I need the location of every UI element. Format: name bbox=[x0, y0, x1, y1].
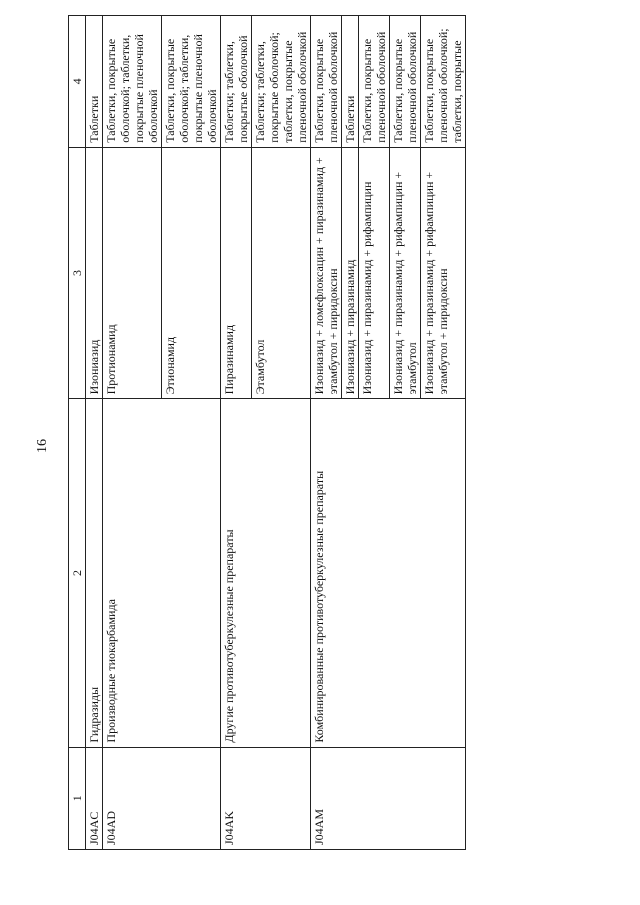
table-row bbox=[103, 16, 162, 850]
form-cell: Таблетки, покрытые пленочной оболочкой bbox=[311, 16, 342, 148]
group-cell: Комбинированные противотуберкулезные препараты bbox=[311, 399, 466, 747]
atc-code-cell: J04AK bbox=[221, 747, 311, 849]
group-cell: Другие противотуберкулезные препараты bbox=[221, 399, 311, 747]
column-header: 3 bbox=[69, 147, 86, 399]
atc-code-cell: J04AM bbox=[311, 747, 466, 849]
atc-code-cell: J04AC bbox=[86, 747, 103, 849]
drug-cell: Этамбутол bbox=[252, 147, 311, 399]
table-row bbox=[86, 16, 103, 850]
drug-cell: Изониазид + ломефлоксацин + пиразинамид + этамбутол + пиридоксин bbox=[311, 147, 342, 399]
group-cell: Гидразиды bbox=[86, 399, 103, 747]
form-cell: Таблетки, покрытые пленочной оболочкой bbox=[390, 16, 421, 148]
drug-cell: Изониазид + пиразинамид + рифампицин + этамбутол bbox=[390, 147, 421, 399]
form-cell: Таблетки, покрытые пленочной оболочкой; таблетки, покрытые bbox=[421, 16, 466, 148]
table-header-row bbox=[69, 16, 86, 850]
column-header: 4 bbox=[69, 16, 86, 148]
atc-code-cell: J04AD bbox=[103, 747, 221, 849]
rotated-table-container bbox=[68, 15, 578, 850]
form-cell: Таблетки, покрытые оболочкой; таблетки, покрытые пленочной оболочкой bbox=[162, 16, 221, 148]
drug-cell: Изониазид + пиразинамид + рифампицин + этамбутол + пиридоксин bbox=[421, 147, 466, 399]
drug-cell: Изониазид + пиразинамид + рифампицин bbox=[359, 147, 390, 399]
form-cell: Таблетки bbox=[342, 16, 359, 148]
form-cell: Таблетки bbox=[86, 16, 103, 148]
column-header: 1 bbox=[69, 747, 86, 849]
group-cell: Производные тиокарбамида bbox=[103, 399, 221, 747]
form-cell: Таблетки; таблетки, покрытые оболочкой bbox=[221, 16, 252, 148]
drug-cell: Изониазид + пиразинамид bbox=[342, 147, 359, 399]
medication-table bbox=[68, 15, 466, 850]
form-cell: Таблетки, покрытые пленочной оболочкой bbox=[359, 16, 390, 148]
form-cell: Таблетки; таблетки, покрытые оболочкой; таблетки, покрытые пленочной оболочкой bbox=[252, 16, 311, 148]
drug-cell: Протионамид bbox=[103, 147, 162, 399]
table-row bbox=[311, 16, 342, 850]
column-header: 2 bbox=[69, 399, 86, 747]
drug-cell: Изониазид bbox=[86, 147, 103, 399]
drug-cell: Этионамид bbox=[162, 147, 221, 399]
drug-cell: Пиразинамид bbox=[221, 147, 252, 399]
page-number: 16 bbox=[35, 439, 50, 453]
table-row bbox=[221, 16, 252, 850]
form-cell: Таблетки, покрытые оболочкой; таблетки, покрытые пленочной оболочкой bbox=[103, 16, 162, 148]
